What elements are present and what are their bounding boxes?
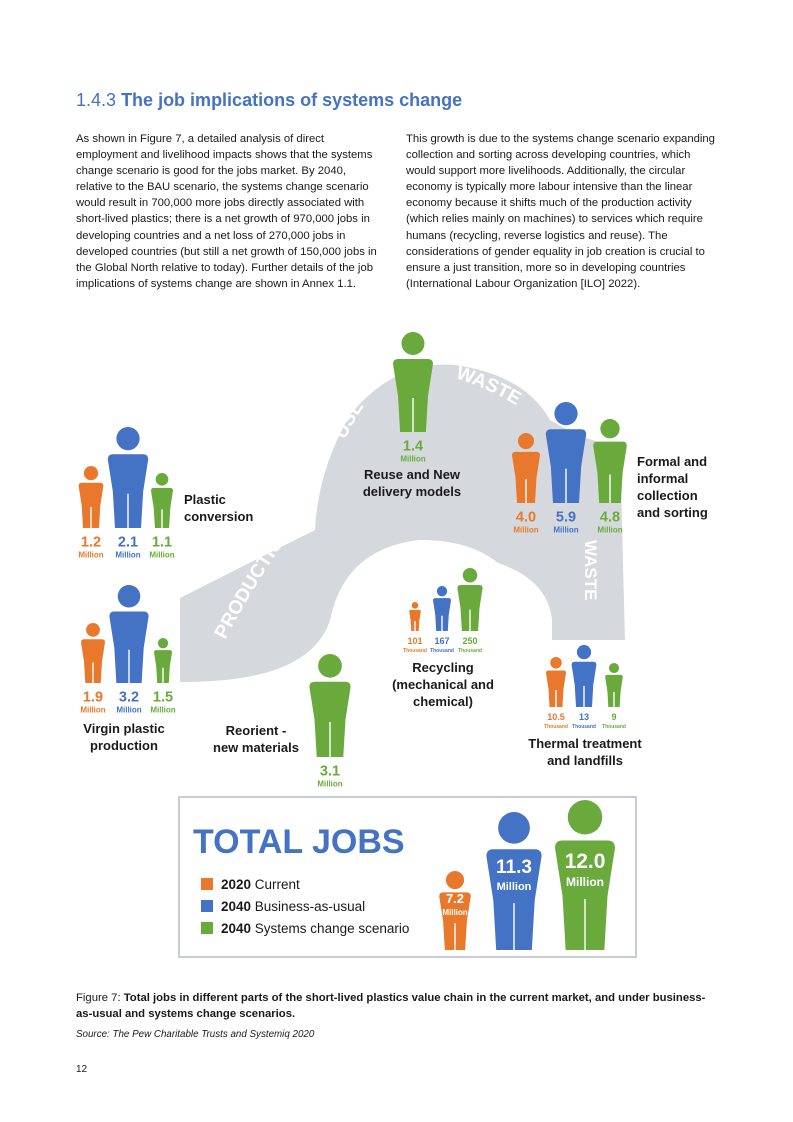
person-icon-recycling-current	[409, 602, 421, 631]
unit-conversion-current: Million	[78, 550, 104, 560]
person-icon-recycling-bau	[433, 586, 451, 631]
loop-label-waste-top: WASTE	[453, 362, 525, 410]
unit-collection-bau: Million	[553, 525, 579, 535]
section-number: 1.4.3	[76, 90, 117, 110]
stage-label-reuse: Reuse and New delivery models	[362, 467, 462, 499]
caption-text: Total jobs in different parts of the short-lived plastics value chain in the current market, and under business-as-usual and systems change scenarios.	[76, 992, 706, 1021]
unit-collection-scenario: Million	[597, 525, 623, 535]
body-column-left: As shown in Figure 7, a detailed analysis of direct employment and livelihood impacts shows that the systems change scenario is good for the jobs market. By 2040, relative to the BAU scenario, the systems change scenario would result in 700,000 more jobs directly associated with short-lived plastics; there is a net growth of 970,000 jobs in developing countries and a net loss of 270,000 jobs in developed countries (but still a net growth of 150,000 jobs in the Global North relative to today). Further details of the job implications of systems change are shown in Annex 1.1.	[76, 133, 377, 290]
unit-thermal-scenario: Thousand	[602, 724, 626, 730]
body-column-right: This growth is due to the systems change scenario expanding collection and sorting across developing countries, which would support more livelihoods. Additionally, the circular economy is typically more labour intensive than the linear economy because it shifts much of the production activity (which relies mainly on machines) to services which require humans (recycling, reverse logistics and reuse). The considerations of gender equality in job creation is crucial to ensure a just transition, more so in developing countries (International Labour Organization [ILO] 2022).	[406, 133, 715, 290]
unit-conversion-bau: Million	[115, 550, 141, 560]
total-value-bau: 11.3	[496, 857, 532, 878]
value-collection-current: 4.0	[515, 509, 537, 526]
stage-recycling	[392, 568, 494, 709]
value-conversion-bau: 2.1	[117, 534, 139, 551]
unit-virgin-current: Million	[80, 705, 106, 715]
stage-thermal	[528, 645, 642, 768]
stage-label-collection: Formal and informal collection and sorting	[637, 454, 708, 520]
total-jobs-panel	[179, 797, 636, 957]
value-recycling-scenario: 250	[462, 636, 478, 646]
legend-swatch-scenario	[201, 922, 213, 934]
figure-caption	[76, 990, 721, 1023]
person-icon-virgin-current	[81, 623, 105, 683]
value-recycling-bau: 167	[434, 636, 450, 646]
value-virgin-scenario: 1.5	[152, 689, 174, 706]
stage-conversion	[78, 427, 253, 560]
legend-swatch-bau	[201, 900, 213, 912]
unit-conversion-scenario: Million	[149, 550, 175, 560]
total-unit-current: Million	[442, 908, 468, 917]
stage-label-conversion: Plastic conversion	[184, 492, 254, 524]
unit-recycling-scenario: Thousand	[458, 648, 482, 654]
person-icon-conversion-current	[79, 466, 104, 528]
value-conversion-scenario: 1.1	[151, 534, 173, 551]
legend-item-scenario: 2040 Systems change scenario	[221, 921, 410, 936]
unit-reorient-scenario: Million	[317, 779, 343, 789]
unit-virgin-bau: Million	[116, 705, 142, 715]
value-collection-bau: 5.9	[555, 509, 577, 526]
value-virgin-current: 1.9	[82, 689, 104, 706]
person-icon-virgin-bau	[109, 585, 148, 683]
unit-recycling-current: Thousand	[403, 648, 427, 654]
unit-collection-current: Million	[513, 525, 539, 535]
stage-label-thermal: Thermal treatment and landfills	[528, 736, 642, 768]
value-recycling-current: 101	[407, 636, 423, 646]
person-icon-recycling-scenario	[457, 568, 482, 631]
value-thermal-bau: 13	[578, 712, 590, 722]
section-title: The job implications of systems change	[121, 90, 463, 110]
total-unit-bau: Million	[496, 881, 532, 893]
unit-virgin-scenario: Million	[150, 705, 176, 715]
total-value-current: 7.2	[445, 891, 465, 906]
stage-label-reorient: Reorient -new materials	[213, 723, 299, 755]
unit-reuse-scenario: Million	[400, 454, 426, 464]
stage-label-recycling: Recycling (mechanical and chemical)	[392, 660, 494, 709]
person-icon-reorient-scenario	[309, 654, 350, 757]
legend-swatch-current	[201, 878, 213, 890]
value-reorient-scenario: 3.1	[319, 763, 341, 780]
figure-source: Source: The Pew Charitable Trusts and Systemiq 2020	[76, 1029, 315, 1040]
legend-item-bau: 2040 Business-as-usual	[221, 899, 366, 914]
person-icon-virgin-scenario	[154, 638, 172, 683]
unit-thermal-bau: Thousand	[572, 724, 596, 730]
page-number: 12	[76, 1064, 88, 1075]
person-icon-thermal-bau	[572, 645, 597, 707]
person-icon-thermal-current	[546, 657, 566, 707]
value-virgin-bau: 3.2	[118, 689, 140, 706]
legend-item-current: 2020 Current	[221, 877, 300, 892]
value-thermal-scenario: 9	[611, 712, 617, 722]
person-icon-conversion-scenario	[151, 473, 173, 528]
value-conversion-current: 1.2	[80, 534, 102, 551]
person-icon-thermal-scenario	[605, 663, 623, 707]
value-thermal-current: 10.5	[547, 712, 565, 722]
stage-virgin	[80, 585, 175, 753]
caption-prefix: Figure 7:	[76, 992, 124, 1004]
loop-label-production: PRODUCTION	[210, 521, 297, 643]
loop-label-waste-right: WASTE	[581, 540, 600, 601]
person-icon-conversion-bau	[108, 427, 148, 528]
stage-label-virgin: Virgin plastic production	[83, 721, 165, 753]
unit-recycling-bau: Thousand	[430, 648, 454, 654]
total-value-scenario: 12.0	[564, 850, 606, 873]
loop-label-use: USE	[330, 396, 369, 442]
value-collection-scenario: 4.8	[599, 509, 621, 526]
unit-thermal-current: Thousand	[544, 724, 568, 730]
value-reuse-scenario: 1.4	[402, 438, 424, 455]
total-jobs-title: TOTAL JOBS	[193, 823, 405, 861]
total-unit-scenario: Million	[566, 875, 604, 889]
